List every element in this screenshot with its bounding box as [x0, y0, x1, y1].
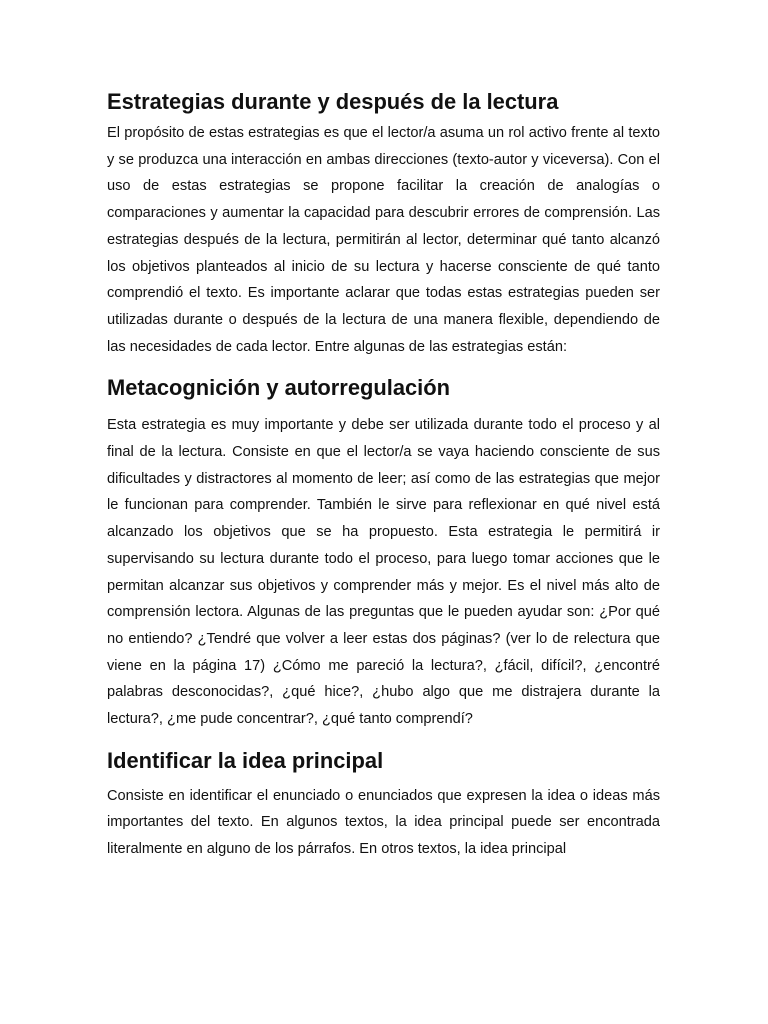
- section-heading-idea-principal: Identificar la idea principal: [107, 747, 384, 773]
- document-page: [107, 80, 660, 863]
- paragraph-metacognicion: Esta estrategia es muy importante y debe ser utilizada durante todo el proceso y al final de la lectura. Consiste en que el lector/a se vaya haciendo consciente de sus dificultades y distractores al momento de leer; así como de las estrategias que mejor le funcionan para comprender. También le sirve para reflexionar en qué nivel está alcanzado los objetivos que se ha propuesto. Esta estrategia le permitirá ir supervisando su lectura durante todo el proceso, para luego tomar acciones que le permitan alcanzar sus objetivos y comprender más y mejor. Es el nivel más alto de comprensión lectora. Algunas de las preguntas que le pueden ayudar son: ¿Por qué no entiendo? ¿Tendré que volver a leer estas dos páginas? (ver lo de relectura que viene en la página 17) ¿Cómo me pareció la lectura?, ¿fácil, difícil?, ¿encontré palabras desconocidas?, ¿qué hice?, ¿hubo algo que me distrajera durante la lectura?, ¿me pude concentrar?, ¿qué tanto comprendí?: [107, 417, 660, 728]
- section-heading-metacognicion: Metacognición y autorregulación: [107, 375, 451, 401]
- paragraph-estrategias: El propósito de estas estrategias es que el lector/a asuma un rol activo frente al texto y se produzca una interacción en ambas direcciones (texto-autor y viceversa). Con el uso de estas estrategias se propone facilitar la creación de analogías o comparaciones y aumentar la capacidad para descubrir errores de comprensión. Las estrategias después de la lectura, permitirán al lector, determinar qué tanto alcanzó los objetivos planteados al inicio de su lectura y hacerse consciente de qué tanto comprendió el texto. Es importante aclarar que todas estas estrategias pueden ser utilizadas durante o después de la lectura de una manera flexible, dependiendo de las necesidades de cada lector. Entre algunas de las estrategias están:: [107, 125, 660, 355]
- section-heading-estrategias: Estrategias durante y después de la lectura: [107, 89, 559, 114]
- paragraph-idea-principal: Consiste en identificar el enunciado o enunciados que expresen la idea o ideas más importantes del texto. En algunos textos, la idea principal puede ser encontrada literalmente en alguno de los párrafos. En otros textos, la idea principal: [107, 787, 660, 858]
